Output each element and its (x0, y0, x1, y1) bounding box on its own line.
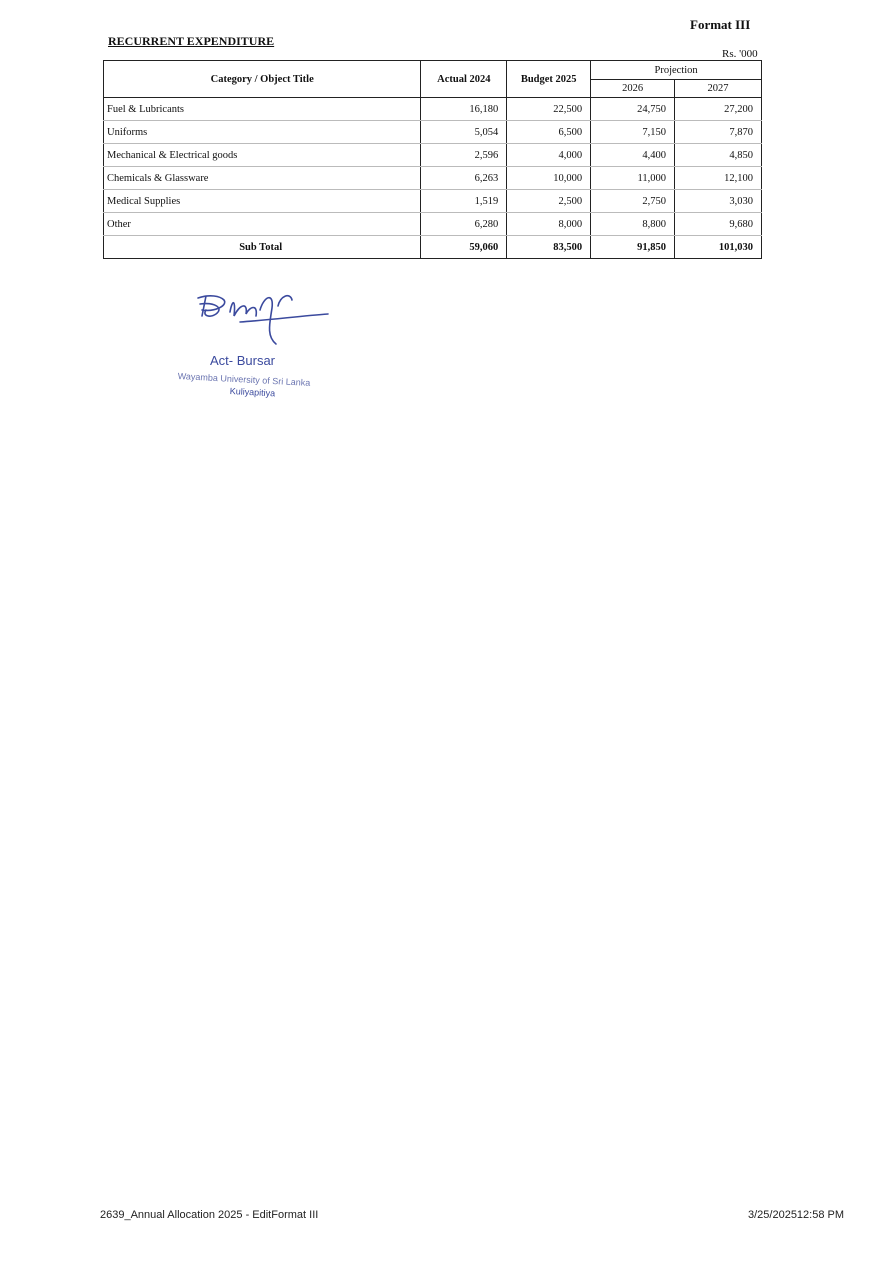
row-proj-2026: 24,750 (591, 98, 675, 121)
footer-timestamp: 3/25/202512:58 PM (748, 1209, 845, 1221)
row-budget-2025: 8,000 (507, 213, 591, 236)
row-actual-2024: 6,280 (421, 213, 507, 236)
col-header-actual: Actual 2024 (421, 61, 507, 98)
row-category: Uniforms (104, 121, 421, 144)
subtotal-budget-2025: 83,500 (507, 236, 591, 259)
row-category: Mechanical & Electrical goods (104, 144, 421, 167)
row-proj-2026: 8,800 (591, 213, 675, 236)
table-row (104, 190, 762, 213)
row-proj-2027: 27,200 (675, 98, 762, 121)
row-proj-2026: 11,000 (591, 167, 675, 190)
units-label: Rs. '000 (722, 48, 758, 60)
row-proj-2027: 9,680 (675, 213, 762, 236)
col-header-budget: Budget 2025 (507, 61, 591, 98)
row-actual-2024: 1,519 (421, 190, 507, 213)
col-header-year-2027: 2027 (675, 80, 762, 98)
row-category: Medical Supplies (104, 190, 421, 213)
row-proj-2026: 7,150 (591, 121, 675, 144)
subtotal-actual-2024: 59,060 (421, 236, 507, 259)
subtotal-row (104, 236, 762, 259)
col-header-year-2026: 2026 (591, 80, 675, 98)
row-actual-2024: 6,263 (421, 167, 507, 190)
row-budget-2025: 22,500 (507, 98, 591, 121)
stamp-location: Kuliyapitiya (229, 386, 276, 399)
col-header-category: Category / Object Title (104, 61, 421, 98)
table-row (104, 144, 762, 167)
format-label: Format III (690, 17, 751, 32)
row-proj-2026: 2,750 (591, 190, 675, 213)
row-category: Chemicals & Glassware (104, 167, 421, 190)
subtotal-proj-2027: 101,030 (675, 236, 762, 259)
table-row (104, 98, 762, 121)
row-budget-2025: 4,000 (507, 144, 591, 167)
table-row (104, 213, 762, 236)
row-proj-2027: 12,100 (675, 167, 762, 190)
col-header-projection: Projection (591, 61, 762, 80)
table-row (104, 167, 762, 190)
row-budget-2025: 6,500 (507, 121, 591, 144)
table-row (104, 121, 762, 144)
row-actual-2024: 5,054 (421, 121, 507, 144)
row-category: Other (104, 213, 421, 236)
subtotal-label: Sub Total (104, 236, 421, 259)
row-actual-2024: 16,180 (421, 98, 507, 121)
row-proj-2027: 7,870 (675, 121, 762, 144)
row-proj-2026: 4,400 (591, 144, 675, 167)
row-budget-2025: 2,500 (507, 190, 591, 213)
row-budget-2025: 10,000 (507, 167, 591, 190)
row-proj-2027: 3,030 (675, 190, 762, 213)
stamp-institution: Wayamba University of Sri Lanka (177, 371, 311, 388)
footer-document-name: 2639_Annual Allocation 2025 - EditFormat III (100, 1209, 319, 1221)
row-actual-2024: 2,596 (421, 144, 507, 167)
row-proj-2027: 4,850 (675, 144, 762, 167)
subtotal-proj-2026: 91,850 (591, 236, 675, 259)
expenditure-table (103, 60, 762, 259)
stamp-title: Act- Bursar (210, 353, 276, 368)
row-category: Fuel & Lubricants (104, 98, 421, 121)
section-title: RECURRENT EXPENDITURE (108, 34, 275, 48)
